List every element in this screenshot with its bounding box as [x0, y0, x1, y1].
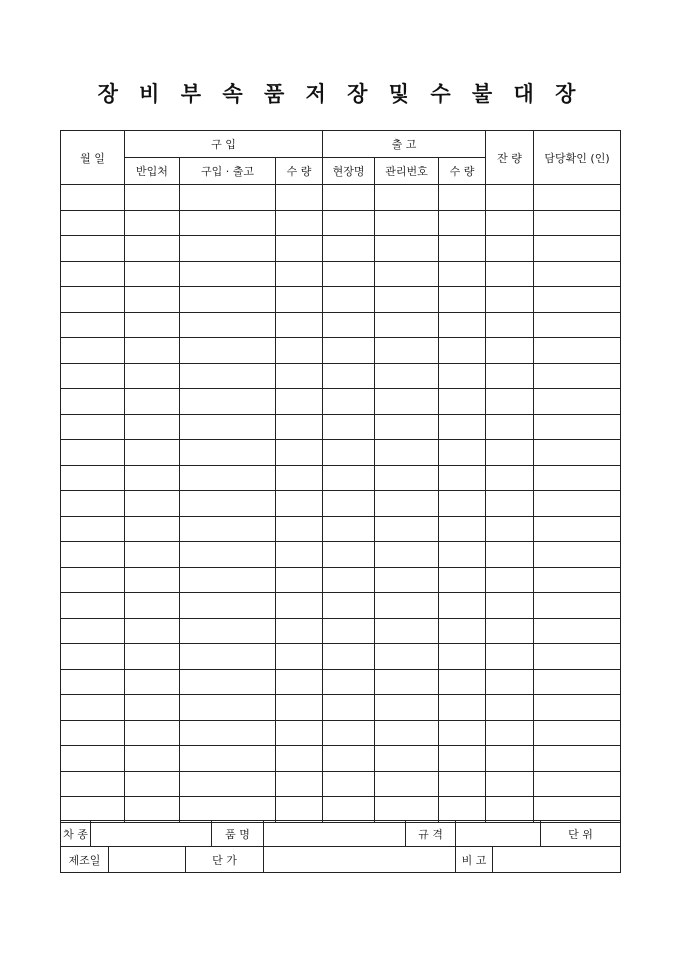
spec-label: 규 격: [406, 821, 456, 847]
ledger-cell[interactable]: [375, 210, 439, 236]
ledger-cell[interactable]: [323, 236, 375, 262]
ledger-row: [61, 695, 621, 721]
ledger-cell[interactable]: [61, 746, 125, 772]
ledger-cell[interactable]: [375, 797, 439, 823]
ledger-row: [61, 797, 621, 823]
control-no-header: 관리번호: [375, 158, 439, 185]
ledger-cell[interactable]: [534, 771, 621, 797]
ledger-cell[interactable]: [276, 338, 323, 364]
ledger-cell[interactable]: [486, 593, 534, 619]
ledger-cell[interactable]: [276, 236, 323, 262]
ledger-cell[interactable]: [375, 312, 439, 338]
ledger-cell[interactable]: [125, 797, 180, 823]
ledger-cell[interactable]: [125, 414, 180, 440]
ledger-cell[interactable]: [375, 287, 439, 313]
ledger-cell[interactable]: [486, 720, 534, 746]
ledger-cell[interactable]: [276, 491, 323, 517]
ledger-row: [61, 593, 621, 619]
ledger-cell[interactable]: [486, 644, 534, 670]
ledger-cell[interactable]: [125, 185, 180, 211]
ledger-cell[interactable]: [61, 593, 125, 619]
ledger-cell[interactable]: [323, 465, 375, 491]
ledger-cell[interactable]: [125, 312, 180, 338]
ledger-cell[interactable]: [276, 440, 323, 466]
ledger-cell[interactable]: [486, 261, 534, 287]
ledger-cell[interactable]: [534, 746, 621, 772]
ledger-cell[interactable]: [439, 593, 486, 619]
ledger-cell[interactable]: [486, 185, 534, 211]
ledger-cell[interactable]: [276, 567, 323, 593]
ledger-cell[interactable]: [61, 261, 125, 287]
ledger-row: [61, 312, 621, 338]
ledger-row: [61, 542, 621, 568]
remarks-field[interactable]: [493, 847, 621, 873]
ledger-cell[interactable]: [125, 593, 180, 619]
ledger-row: [61, 389, 621, 415]
ledger-cell[interactable]: [486, 440, 534, 466]
ledger-cell[interactable]: [125, 618, 180, 644]
ledger-cell[interactable]: [276, 185, 323, 211]
ledger-cell[interactable]: [534, 210, 621, 236]
ledger-cell[interactable]: [534, 542, 621, 568]
ledger-cell[interactable]: [180, 593, 276, 619]
ledger-cell[interactable]: [375, 516, 439, 542]
ledger-cell[interactable]: [61, 695, 125, 721]
ledger-cell[interactable]: [276, 312, 323, 338]
ledger-cell[interactable]: [125, 389, 180, 415]
ledger-row: [61, 338, 621, 364]
purchase-qty-header: 수 량: [276, 158, 323, 185]
ledger-cell[interactable]: [439, 644, 486, 670]
ledger-cell[interactable]: [375, 440, 439, 466]
ledger-cell[interactable]: [180, 185, 276, 211]
ledger-cell[interactable]: [486, 771, 534, 797]
ledger-row: [61, 669, 621, 695]
ledger-cell[interactable]: [439, 746, 486, 772]
ledger-cell[interactable]: [534, 236, 621, 262]
ledger-cell[interactable]: [534, 567, 621, 593]
ledger-cell[interactable]: [486, 236, 534, 262]
ledger-row: [61, 440, 621, 466]
ledger-cell[interactable]: [125, 287, 180, 313]
ledger-cell[interactable]: [486, 338, 534, 364]
ledger-cell[interactable]: [276, 593, 323, 619]
ledger-cell[interactable]: [534, 389, 621, 415]
ledger-cell[interactable]: [375, 771, 439, 797]
ledger-cell[interactable]: [125, 491, 180, 517]
ledger-cell[interactable]: [61, 669, 125, 695]
ledger-cell[interactable]: [439, 389, 486, 415]
ledger-cell[interactable]: [534, 287, 621, 313]
ledger-cell[interactable]: [439, 287, 486, 313]
ledger-cell[interactable]: [375, 567, 439, 593]
ledger-cell[interactable]: [486, 287, 534, 313]
ledger-cell[interactable]: [323, 542, 375, 568]
vehicle-type-label: 차 종: [61, 821, 91, 847]
ledger-cell[interactable]: [180, 338, 276, 364]
manufacture-date-field[interactable]: [109, 847, 186, 873]
ledger-cell[interactable]: [276, 516, 323, 542]
ledger-cell[interactable]: [323, 516, 375, 542]
ledger-cell[interactable]: [486, 389, 534, 415]
vehicle-type-field[interactable]: [91, 821, 212, 847]
ledger-cell[interactable]: [125, 644, 180, 670]
ledger-row: [61, 516, 621, 542]
ledger-cell[interactable]: [125, 338, 180, 364]
ledger-cell[interactable]: [125, 567, 180, 593]
ledger-cell[interactable]: [486, 516, 534, 542]
ledger-cell[interactable]: [61, 185, 125, 211]
ledger-cell[interactable]: [125, 440, 180, 466]
ledger-cell[interactable]: [276, 389, 323, 415]
ledger-cell[interactable]: [486, 746, 534, 772]
ledger-cell[interactable]: [323, 491, 375, 517]
ledger-row: [61, 720, 621, 746]
ledger-cell[interactable]: [534, 720, 621, 746]
ledger-cell[interactable]: [323, 185, 375, 211]
ledger-cell[interactable]: [439, 185, 486, 211]
ledger-cell[interactable]: [276, 363, 323, 389]
ledger-cell[interactable]: [323, 440, 375, 466]
unit-label: 단 위: [541, 821, 621, 847]
ledger-row: [61, 567, 621, 593]
ledger-cell[interactable]: [61, 516, 125, 542]
ledger-cell[interactable]: [180, 695, 276, 721]
ledger-cell[interactable]: [534, 695, 621, 721]
unit-price-label: 단 가: [186, 847, 264, 873]
ledger-cell[interactable]: [61, 644, 125, 670]
ledger-cell[interactable]: [375, 720, 439, 746]
release-group-header: 출 고: [323, 131, 486, 158]
ledger-cell[interactable]: [323, 771, 375, 797]
ledger-cell[interactable]: [323, 567, 375, 593]
ledger-cell[interactable]: [276, 210, 323, 236]
ledger-cell[interactable]: [534, 797, 621, 823]
ledger-row: [61, 771, 621, 797]
ledger-cell[interactable]: [486, 312, 534, 338]
ledger-cell[interactable]: [375, 338, 439, 364]
ledger-cell[interactable]: [534, 261, 621, 287]
ledger-cell[interactable]: [323, 644, 375, 670]
ledger-row: [61, 491, 621, 517]
ledger-cell[interactable]: [323, 338, 375, 364]
ledger-cell[interactable]: [61, 389, 125, 415]
ledger-cell[interactable]: [439, 414, 486, 440]
date-header: 월 일: [61, 131, 125, 185]
ledger-row: [61, 363, 621, 389]
ledger-cell[interactable]: [61, 338, 125, 364]
ledger-cell[interactable]: [180, 236, 276, 262]
ledger-cell[interactable]: [439, 440, 486, 466]
ledger-cell[interactable]: [534, 491, 621, 517]
ledger-cell[interactable]: [375, 491, 439, 517]
ledger-cell[interactable]: [375, 644, 439, 670]
ledger-cell[interactable]: [375, 236, 439, 262]
ledger-cell[interactable]: [439, 236, 486, 262]
ledger-cell[interactable]: [375, 618, 439, 644]
ledger-cell[interactable]: [486, 669, 534, 695]
ledger-row: [61, 465, 621, 491]
ledger-cell[interactable]: [375, 593, 439, 619]
ledger-cell[interactable]: [534, 338, 621, 364]
ledger-cell[interactable]: [323, 746, 375, 772]
ledger-cell[interactable]: [323, 414, 375, 440]
ledger-cell[interactable]: [180, 746, 276, 772]
ledger-cell[interactable]: [276, 618, 323, 644]
ledger-cell[interactable]: [375, 185, 439, 211]
ledger-cell[interactable]: [125, 210, 180, 236]
ledger-row: [61, 185, 621, 211]
remarks-label: 비 고: [456, 847, 493, 873]
ledger-cell[interactable]: [375, 695, 439, 721]
ledger-cell[interactable]: [61, 618, 125, 644]
ledger-rows: [61, 185, 621, 823]
ledger-cell[interactable]: [125, 261, 180, 287]
ledger-cell[interactable]: [439, 261, 486, 287]
ledger-cell[interactable]: [61, 210, 125, 236]
ledger-cell[interactable]: [180, 491, 276, 517]
ledger-row: [61, 644, 621, 670]
spec-field[interactable]: [456, 821, 541, 847]
ledger-cell[interactable]: [534, 618, 621, 644]
ledger-cell[interactable]: [439, 669, 486, 695]
ledger-cell[interactable]: [180, 542, 276, 568]
ledger-cell[interactable]: [534, 465, 621, 491]
ledger-cell[interactable]: [180, 797, 276, 823]
ledger-cell[interactable]: [125, 236, 180, 262]
ledger-row: [61, 261, 621, 287]
ledger-cell[interactable]: [486, 797, 534, 823]
ledger-cell[interactable]: [180, 516, 276, 542]
ledger-cell[interactable]: [276, 797, 323, 823]
ledger-cell[interactable]: [61, 542, 125, 568]
ledger-cell[interactable]: [180, 389, 276, 415]
ledger-cell[interactable]: [323, 669, 375, 695]
site-name-header: 현장명: [323, 158, 375, 185]
ledger-cell[interactable]: [486, 210, 534, 236]
ledger-cell[interactable]: [180, 414, 276, 440]
ledger-cell[interactable]: [486, 695, 534, 721]
ledger-cell[interactable]: [439, 338, 486, 364]
ledger-cell[interactable]: [61, 440, 125, 466]
ledger-cell[interactable]: [180, 440, 276, 466]
ledger-cell[interactable]: [323, 389, 375, 415]
ledger-cell[interactable]: [534, 185, 621, 211]
ledger-cell[interactable]: [323, 695, 375, 721]
ledger-cell[interactable]: [276, 465, 323, 491]
ledger-cell[interactable]: [61, 567, 125, 593]
ledger-cell[interactable]: [61, 797, 125, 823]
ledger-cell[interactable]: [276, 542, 323, 568]
ledger-cell[interactable]: [375, 389, 439, 415]
ledger-cell[interactable]: [125, 720, 180, 746]
ledger-cell[interactable]: [276, 414, 323, 440]
ledger-cell[interactable]: [276, 644, 323, 670]
ledger-cell[interactable]: [180, 771, 276, 797]
ledger-cell[interactable]: [276, 720, 323, 746]
ledger-cell[interactable]: [61, 287, 125, 313]
release-qty-header: 수 량: [439, 158, 486, 185]
ledger-cell[interactable]: [439, 567, 486, 593]
ledger-cell[interactable]: [125, 516, 180, 542]
ledger-cell[interactable]: [486, 363, 534, 389]
ledger-cell[interactable]: [534, 440, 621, 466]
ledger-cell[interactable]: [180, 720, 276, 746]
ledger-cell[interactable]: [61, 414, 125, 440]
ledger-cell[interactable]: [125, 363, 180, 389]
footer-table: [60, 820, 621, 873]
ledger-row: [61, 210, 621, 236]
ledger-cell[interactable]: [375, 465, 439, 491]
ledger-cell[interactable]: [323, 363, 375, 389]
ledger-cell[interactable]: [61, 236, 125, 262]
ledger-cell[interactable]: [534, 516, 621, 542]
ledger-cell[interactable]: [439, 363, 486, 389]
ledger-cell[interactable]: [375, 363, 439, 389]
item-name-field[interactable]: [264, 821, 406, 847]
ledger-cell[interactable]: [375, 746, 439, 772]
ledger-cell[interactable]: [375, 261, 439, 287]
ledger-cell[interactable]: [534, 363, 621, 389]
ledger-cell[interactable]: [180, 618, 276, 644]
ledger-cell[interactable]: [180, 261, 276, 287]
ledger-cell[interactable]: [276, 771, 323, 797]
ledger-cell[interactable]: [276, 695, 323, 721]
ledger-row: [61, 236, 621, 262]
ledger-cell[interactable]: [486, 567, 534, 593]
ledger-cell[interactable]: [61, 720, 125, 746]
ledger-row: [61, 287, 621, 313]
ledger-cell[interactable]: [486, 414, 534, 440]
ledger-cell[interactable]: [276, 261, 323, 287]
ledger-cell[interactable]: [323, 593, 375, 619]
ledger-cell[interactable]: [180, 567, 276, 593]
ledger-cell[interactable]: [61, 312, 125, 338]
ledger-cell[interactable]: [375, 669, 439, 695]
ledger-cell[interactable]: [439, 771, 486, 797]
ledger-cell[interactable]: [276, 287, 323, 313]
balance-header: 잔 량: [486, 131, 534, 185]
ledger-cell[interactable]: [323, 261, 375, 287]
ledger-cell[interactable]: [125, 746, 180, 772]
ledger-cell[interactable]: [534, 312, 621, 338]
ledger-cell[interactable]: [180, 210, 276, 236]
ledger-cell[interactable]: [375, 542, 439, 568]
ledger-cell[interactable]: [486, 491, 534, 517]
ledger-cell[interactable]: [534, 644, 621, 670]
ledger-cell[interactable]: [125, 771, 180, 797]
ledger-cell[interactable]: [439, 210, 486, 236]
ledger-cell[interactable]: [323, 720, 375, 746]
purchase-release-header: 구입 · 출고: [180, 158, 276, 185]
page-title: 장 비 부 속 품 저 장 및 수 불 대 장: [97, 81, 583, 106]
ledger-cell[interactable]: [323, 618, 375, 644]
ledger-cell[interactable]: [180, 669, 276, 695]
ledger-cell[interactable]: [439, 516, 486, 542]
ledger-cell[interactable]: [180, 363, 276, 389]
ledger-row: [61, 414, 621, 440]
ledger-cell[interactable]: [61, 771, 125, 797]
ledger-table: [60, 130, 621, 823]
ledger-cell[interactable]: [125, 695, 180, 721]
ledger-cell[interactable]: [125, 465, 180, 491]
ledger-cell[interactable]: [439, 465, 486, 491]
ledger-cell[interactable]: [323, 312, 375, 338]
ledger-cell[interactable]: [180, 465, 276, 491]
ledger-cell[interactable]: [125, 669, 180, 695]
ledger-row: [61, 618, 621, 644]
ledger-cell[interactable]: [439, 491, 486, 517]
ledger-cell[interactable]: [61, 465, 125, 491]
ledger-cell[interactable]: [61, 363, 125, 389]
ledger-cell[interactable]: [125, 542, 180, 568]
unit-price-field[interactable]: [264, 847, 456, 873]
ledger-cell[interactable]: [323, 287, 375, 313]
ledger-cell[interactable]: [180, 287, 276, 313]
ledger-cell[interactable]: [439, 312, 486, 338]
ledger-cell[interactable]: [439, 797, 486, 823]
ledger-cell[interactable]: [180, 644, 276, 670]
item-name-label: 품 명: [212, 821, 264, 847]
ledger-cell[interactable]: [276, 746, 323, 772]
ledger-cell[interactable]: [534, 669, 621, 695]
ledger-cell[interactable]: [486, 618, 534, 644]
ledger-cell[interactable]: [61, 491, 125, 517]
manufacture-date-label: 제조일: [61, 847, 109, 873]
ledger-cell[interactable]: [534, 414, 621, 440]
ledger-cell[interactable]: [486, 542, 534, 568]
ledger-cell[interactable]: [276, 669, 323, 695]
purchase-group-header: 구 입: [125, 131, 323, 158]
confirm-header: 담당확인 (인): [534, 131, 621, 185]
ledger-cell[interactable]: [180, 312, 276, 338]
ledger-cell[interactable]: [439, 695, 486, 721]
ledger-cell[interactable]: [439, 618, 486, 644]
ledger-cell[interactable]: [323, 797, 375, 823]
supplier-header: 반입처: [125, 158, 180, 185]
ledger-row: [61, 746, 621, 772]
ledger-cell[interactable]: [486, 465, 534, 491]
ledger-cell[interactable]: [323, 210, 375, 236]
ledger-cell[interactable]: [439, 542, 486, 568]
ledger-cell[interactable]: [439, 720, 486, 746]
ledger-cell[interactable]: [534, 593, 621, 619]
ledger-cell[interactable]: [375, 414, 439, 440]
